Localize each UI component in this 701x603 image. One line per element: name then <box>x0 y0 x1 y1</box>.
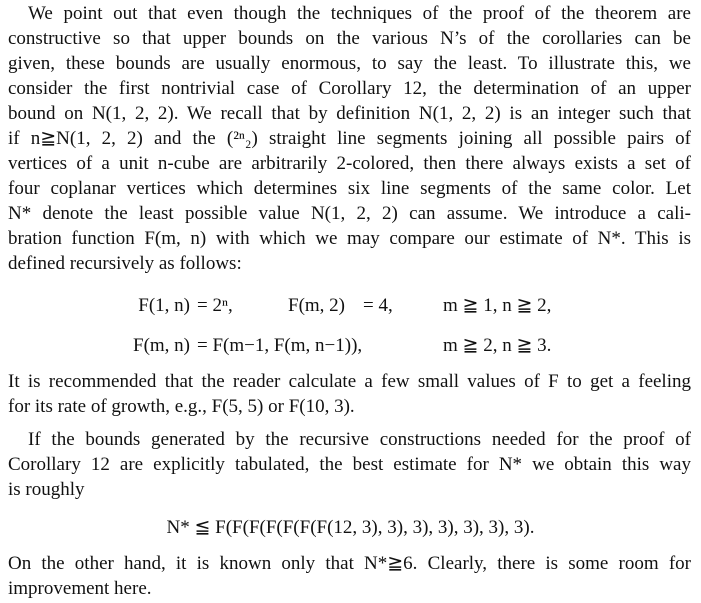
equation-row1-rhs1: = 2ⁿ, <box>197 295 233 316</box>
equation-row2-condition: m ≧ 2, n ≧ 3. <box>443 335 552 356</box>
paragraph3-line-3: is roughly <box>8 479 85 500</box>
equation-row1-rhs2: = 4, <box>363 295 393 316</box>
paragraph1-line-10: bration function F(m, n) with which we may compare our estimate of N*. This is <box>8 228 691 249</box>
paragraph1-line-3: given, these bounds are usually enormous, to say the least. To illustrate this, we <box>8 53 691 74</box>
paragraph1-line-6: if n≧N(1, 2, 2) and the (²ⁿ₂) straight line segments joining all possible pairs of <box>8 128 691 149</box>
paragraph1-line-5: bound on N(1, 2, 2). We recall that by definition N(1, 2, 2) is an integer such that <box>8 103 691 124</box>
equation-row2-rhs: = F(m−1, F(m, n−1)), <box>197 335 363 356</box>
paragraph1-line-11: defined recursively as follows: <box>8 253 242 274</box>
paragraph4-line-2: improvement here. <box>8 578 152 599</box>
paragraph1-line-4: consider the first nontrivial case of Corollary 12, the determination of an upper <box>8 78 691 99</box>
paragraph1-line-7: vertices of a unit n-cube are arbitrarily 2-colored, then there always exists a set of <box>8 153 691 174</box>
paragraph4-line-1: On the other hand, it is known only that N*≧6. Clearly, there is some room for <box>8 553 691 574</box>
paragraph1-line-9: N* denote the least possible value N(1, 2, 2) can assume. We introduce a cali- <box>8 203 691 224</box>
paragraph3-line-2: Corollary 12 are explicitly tabulated, the best estimate for N* we obtain this way <box>8 454 691 475</box>
paragraph2-line-2: for its rate of growth, e.g., F(5, 5) or F(10, 3). <box>8 396 355 417</box>
paragraph2-line-1: It is recommended that the reader calculate a few small values of F to get a feeling <box>8 371 691 392</box>
paragraph1-line-8: four coplanar vertices which determines six line segments of the same color. Let <box>8 178 691 199</box>
paragraph3-line-1: If the bounds generated by the recursive constructions needed for the proof of <box>28 429 691 450</box>
paragraph1-line-1: We point out that even though the techniques of the proof of the theorem are <box>28 3 691 24</box>
estimate-equation: N* ≦ F(F(F(F(F(F(F(12, 3), 3), 3), 3), 3), 3), 3). <box>166 517 535 538</box>
equation-row2-lhs: F(m, n) <box>133 335 190 356</box>
equation-row1-condition: m ≧ 1, n ≧ 2, <box>443 295 552 316</box>
equation-row1-lhs1: F(1, n) <box>138 295 190 316</box>
equation-row1-lhs2: F(m, 2) <box>288 295 345 316</box>
paragraph1-line-2: constructive so that upper bounds on the various N’s of the corollaries can be <box>8 28 691 49</box>
